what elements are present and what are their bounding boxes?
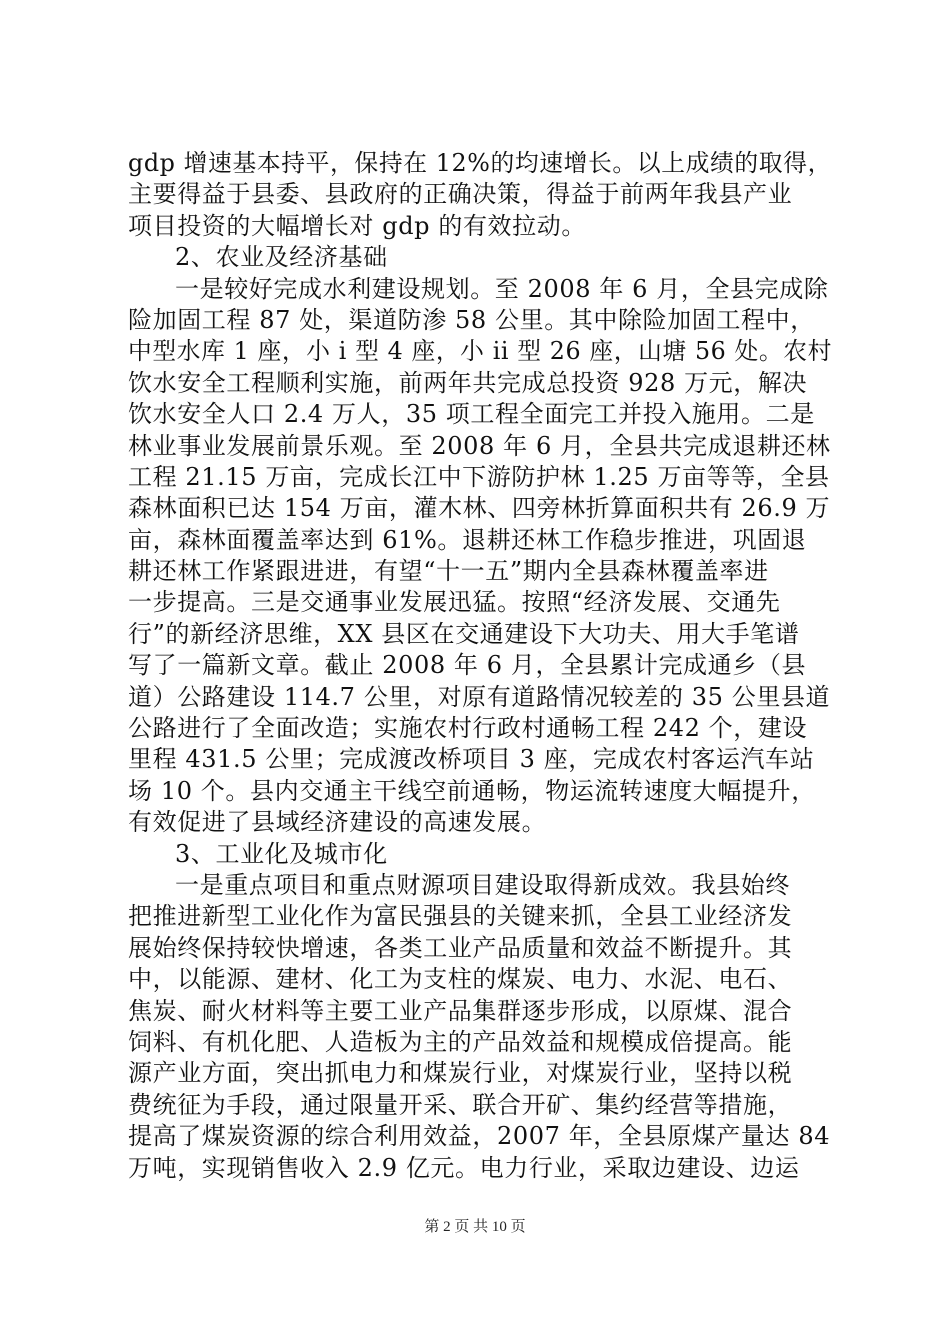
text-line: 2、农业及经济基础 — [175, 243, 388, 272]
text-line: 万吨，实现销售收入 2.9 亿元。电力行业，采取边建设、边运 — [128, 1153, 800, 1182]
text-line: 中型水库 1 座，小 i 型 4 座，小 ii 型 26 座，山塘 56 处。农村 — [128, 337, 832, 366]
text-line: 公路进行了全面改造；实施农村行政村通畅工程 242 个，建设 — [128, 714, 808, 743]
text-line: 项目投资的大幅增长对 gdp 的有效拉动。 — [128, 211, 586, 240]
text-line: 森林面积已达 154 万亩，灌木林、四旁林折算面积共有 26.9 万 — [128, 494, 831, 523]
text-line: 饲料、有机化肥、人造板为主的产品效益和规模成倍提高。能 — [128, 1027, 793, 1056]
text-line: 提高了煤炭资源的综合利用效益，2007 年，全县原煤产量达 84 — [128, 1122, 831, 1151]
text-line: 写了一篇新文章。截止 2008 年 6 月，全县累计完成通乡（县 — [128, 651, 807, 680]
text-line: 展始终保持较快增速，各类工业产品质量和效益不断提升。其 — [128, 933, 793, 962]
text-line: 饮水安全人口 2.4 万人，35 项工程全面完工并投入施用。二是 — [128, 400, 815, 429]
text-line: 一是较好完成水利建设规划。至 2008 年 6 月，全县完成除 — [175, 274, 829, 303]
text-line: 耕还林工作紧跟进进，有望“十一五”期内全县森林覆盖率进 — [128, 557, 769, 586]
text-line: 有效促进了县域经济建设的高速发展。 — [128, 808, 547, 837]
text-line: 场 10 个。县内交通主干线空前通畅，物运流转速度大幅提升， — [128, 776, 816, 805]
text-line: 道）公路建设 114.7 公里，对原有道路情况较差的 35 公里县道 — [128, 682, 831, 711]
text-line: gdp 增速基本持平，保持在 12%的均速增长。以上成绩的取得， — [128, 149, 832, 177]
text-line: 把推进新型工业化作为富民强县的关键来抓，全县工业经济发 — [128, 902, 793, 931]
text-line: 林业事业发展前景乐观。至 2008 年 6 月，全县共完成退耕还林 — [128, 431, 831, 460]
text-line: 险加固工程 87 处，渠道防渗 58 公里。其中除险加固工程中， — [128, 305, 815, 334]
text-line: 源产业方面，突出抓电力和煤炭行业，对煤炭行业，坚持以税 — [128, 1059, 793, 1088]
text-line: 一步提高。三是交通事业发展迅猛。按照“经济发展、交通先 — [128, 588, 781, 617]
document-body — [128, 148, 832, 1184]
text-line: 一是重点项目和重点财源项目建设取得新成效。我县始终 — [175, 870, 790, 899]
text-line: 焦炭、耐火材料等主要工业产品集群逐步形成，以原煤、混合 — [128, 996, 793, 1025]
text-line: 饮水安全工程顺利实施，前两年共完成总投资 928 万元，解决 — [128, 368, 808, 397]
text-line: 亩，森林面覆盖率达到 61%。退耕还林工作稳步推进，巩固退 — [128, 525, 807, 554]
page-footer: 第 2 页 共 10 页 — [424, 1219, 526, 1235]
text-line: 里程 431.5 公里；完成渡改桥项目 3 座，完成农村客运汽车站 — [128, 745, 815, 774]
text-line: 费统征为手段，通过限量开采、联合开矿、集约经营等措施， — [128, 1090, 793, 1119]
text-line: 工程 21.15 万亩，完成长江中下游防护林 1.25 万亩等等，全县 — [128, 462, 830, 491]
text-line: 行”的新经济思维，XX 县区在交通建设下大功夫、用大手笔谱 — [128, 619, 800, 648]
text-line: 主要得益于县委、县政府的正确决策，得益于前两年我县产业 — [128, 180, 793, 209]
text-line: 中，以能源、建材、化工为支柱的煤炭、电力、水泥、电石、 — [128, 965, 793, 994]
text-line: 3、工业化及城市化 — [175, 839, 388, 868]
